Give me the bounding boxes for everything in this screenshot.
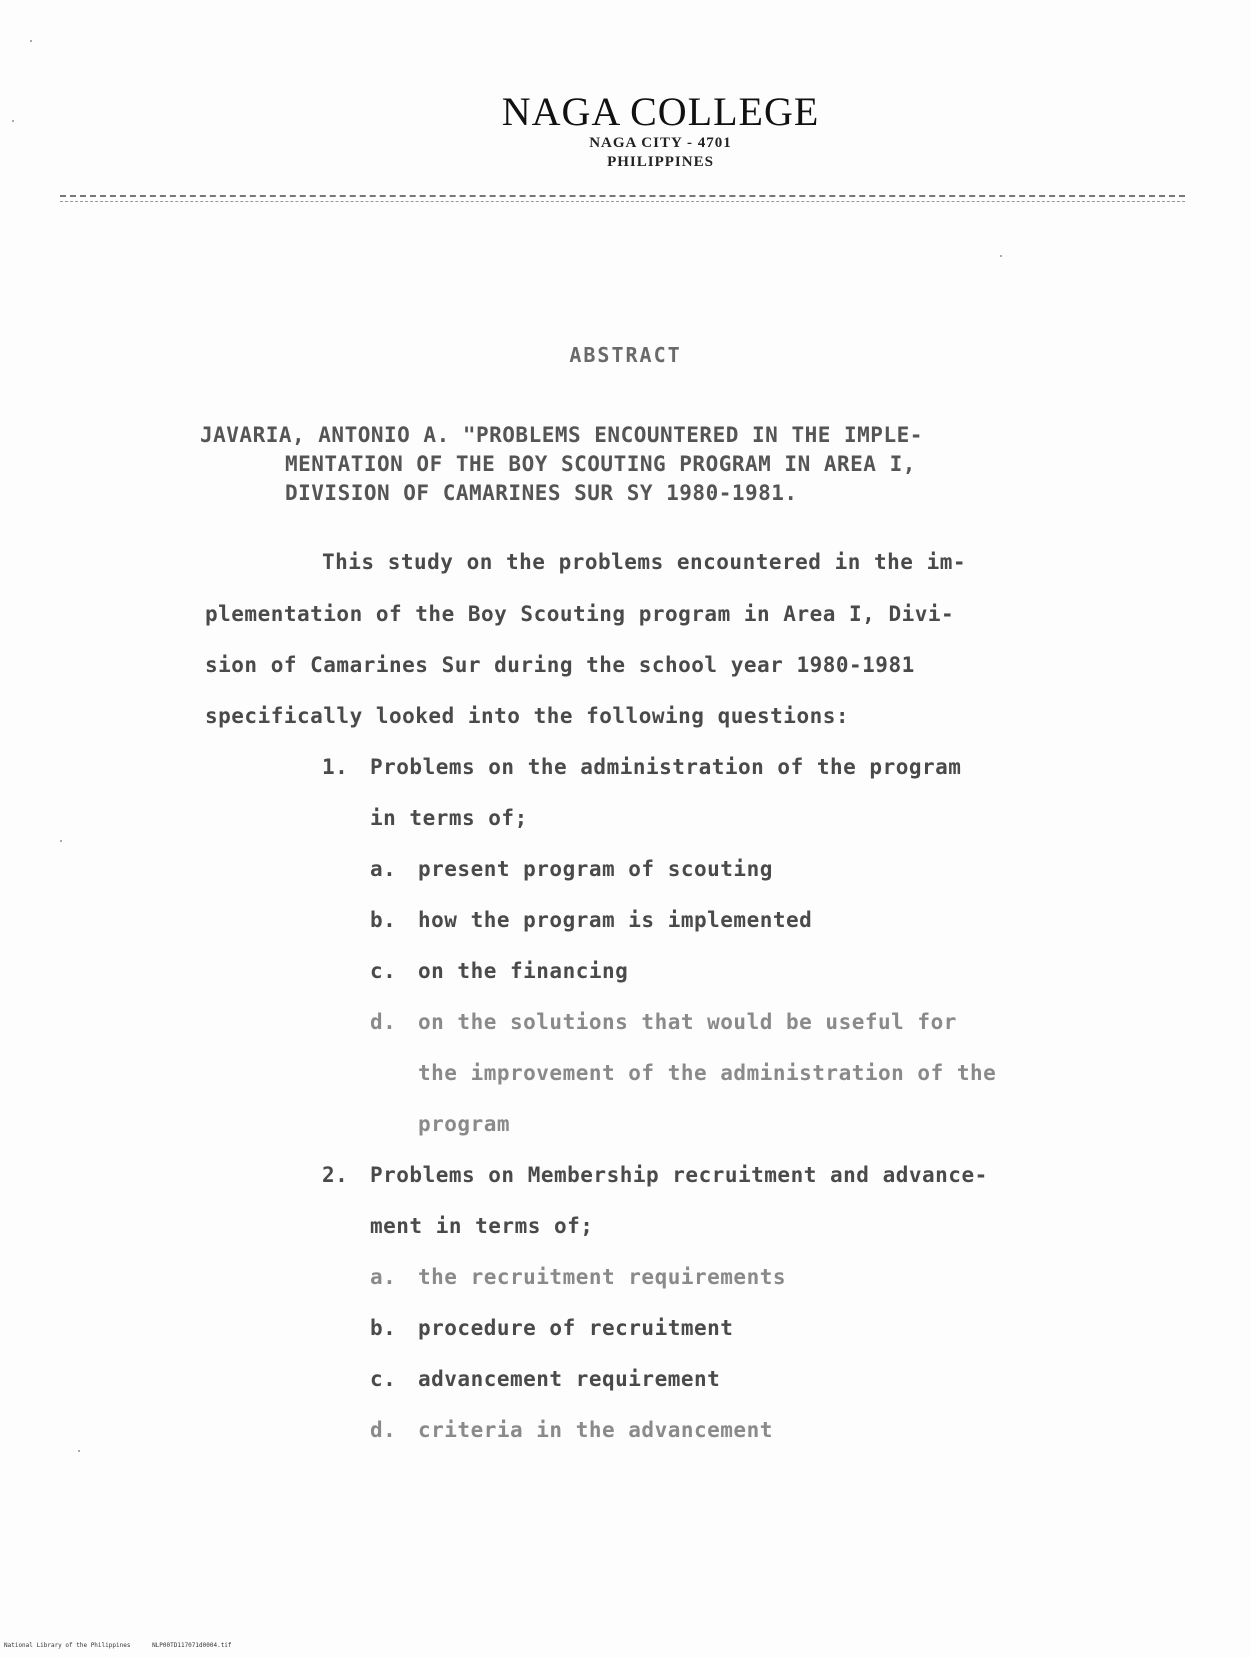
- intro-line: plementation of the Boy Scouting program in Area I, Divi-: [205, 602, 955, 626]
- scan-speck: [60, 840, 62, 842]
- item-line: Problems on the administration of the program: [370, 755, 962, 779]
- letterhead-city: NAGA CITY - 4701: [589, 135, 732, 151]
- subitem-line: on the financing: [418, 959, 629, 983]
- subitem-letter: d.: [370, 1010, 397, 1034]
- scan-speck: [30, 40, 32, 42]
- footer-file: NLP00TD117071d0004.tif: [152, 1642, 232, 1649]
- abstract-heading: ABSTRACT: [569, 343, 682, 367]
- scan-speck: [78, 1450, 80, 1452]
- subitem-line: procedure of recruitment: [418, 1316, 734, 1340]
- subitem-letter: a.: [370, 857, 397, 881]
- footer-library: National Library of the Philippines: [4, 1642, 131, 1649]
- subitem-line: how the program is implemented: [418, 908, 813, 932]
- intro-line: This study on the problems encountered in the im-: [322, 550, 967, 574]
- subitem-letter: c.: [370, 959, 397, 983]
- subitem-letter: a.: [370, 1265, 397, 1289]
- item-number: 2.: [322, 1163, 349, 1187]
- letterhead-institution: NAGA COLLEGE: [501, 89, 820, 134]
- letterhead-rule-thin: [60, 201, 1185, 202]
- subitem-line: on the solutions that would be useful for: [418, 1010, 957, 1034]
- subitem-line: program: [418, 1112, 511, 1136]
- item-number: 1.: [322, 755, 349, 779]
- subitem-line: criteria in the advancement: [418, 1418, 773, 1442]
- citation-line: JAVARIA, ANTONIO A. "PROBLEMS ENCOUNTERED IN THE IMPLE-: [200, 423, 923, 447]
- item-line: ment in terms of;: [370, 1214, 594, 1238]
- scan-footer: [4, 1642, 250, 1649]
- subitem-letter: b.: [370, 1316, 397, 1340]
- citation-line: MENTATION OF THE BOY SCOUTING PROGRAM IN AREA I,: [285, 452, 916, 476]
- subitem-line: present program of scouting: [418, 857, 773, 881]
- citation-line: DIVISION OF CAMARINES SUR SY 1980-1981.: [285, 481, 798, 505]
- scan-speck: [1000, 255, 1002, 257]
- intro-line: sion of Camarines Sur during the school year 1980-1981: [205, 653, 915, 677]
- intro-line: specifically looked into the following questions:: [205, 704, 850, 728]
- subitem-letter: d.: [370, 1418, 397, 1442]
- subitem-letter: c.: [370, 1367, 397, 1391]
- subitem-line: the recruitment requirements: [418, 1265, 787, 1289]
- subitem-line: the improvement of the administration of the: [418, 1061, 997, 1085]
- item-line: Problems on Membership recruitment and advance-: [370, 1163, 988, 1187]
- item-line: in terms of;: [370, 806, 528, 830]
- letterhead-country: PHILIPPINES: [607, 154, 714, 170]
- letterhead-rule: [60, 195, 1185, 197]
- scan-speck: [12, 120, 14, 122]
- subitem-letter: b.: [370, 908, 397, 932]
- subitem-line: advancement requirement: [418, 1367, 721, 1391]
